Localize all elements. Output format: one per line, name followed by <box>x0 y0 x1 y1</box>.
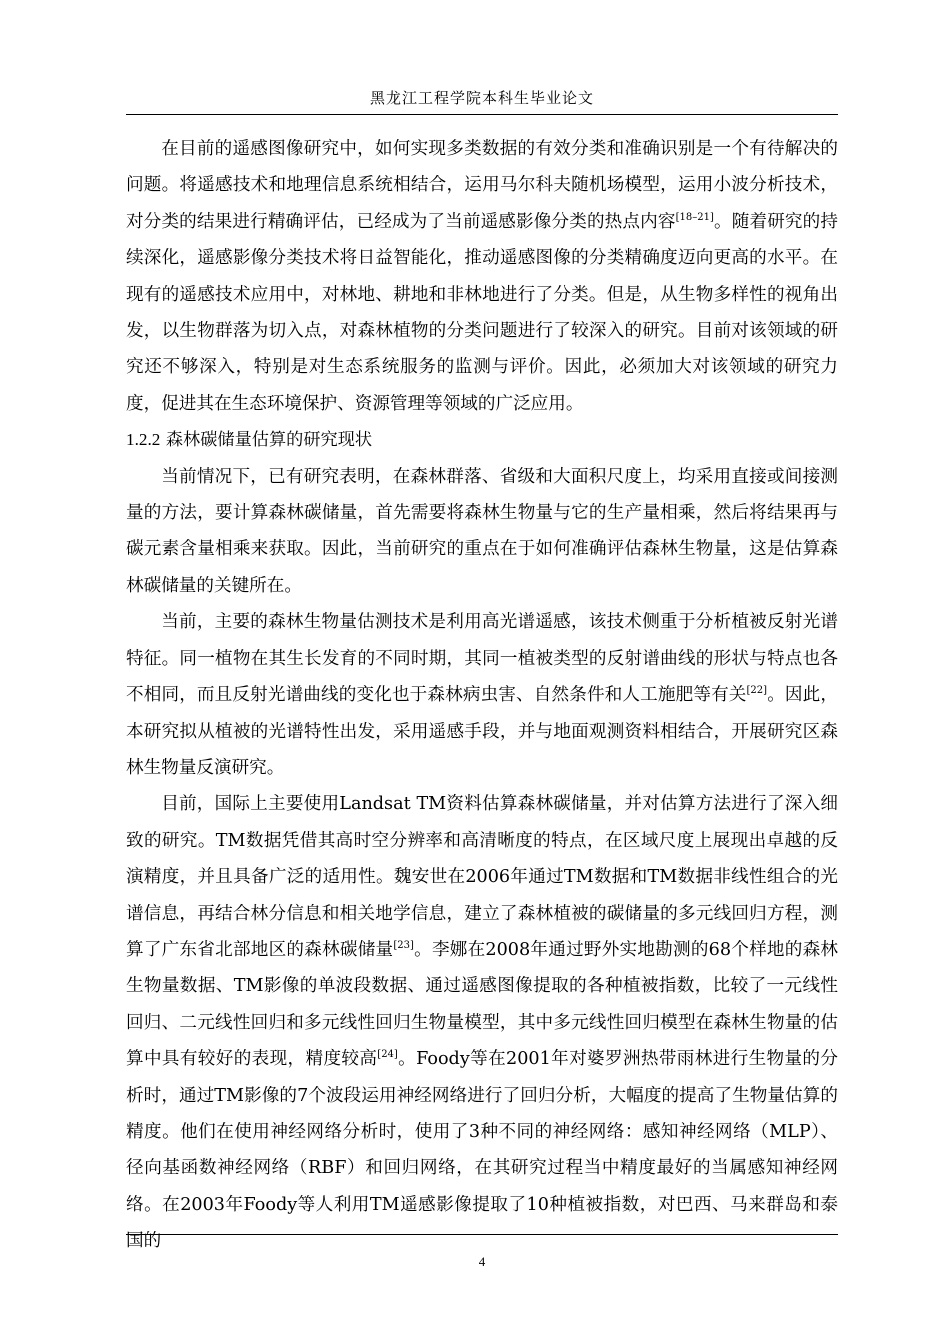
page-number: 4 <box>478 1254 486 1269</box>
section-heading <box>126 422 838 458</box>
paragraph-2-text: 当前情况下，已有研究表明，在森林群落、省级和大面积尺度上，均采用直接或间接测量的方法，要计算森林碳储量，首先需要将森林生物量与它的生产量相乘，然后将结果再与碳元素含量相乘来获取。因此，当前研究的重点在于如何准确评估森林生物量，这是估算森林碳储量的关键所在。 <box>126 466 838 596</box>
section-number: 1.2.2 <box>126 430 161 450</box>
paragraph-3 <box>126 604 838 786</box>
paragraph-1-tail: 。随着研究的持续深化，遥感影像分类技术将日益智能化，推动遥感图像的分类精确度迈向更高的水平。在现有的遥感技术应用中，对林地、耕地和非林地进行了分类。但是，从生物多样性的视角出发，以生物群落为切入点，对森林植物的分类问题进行了较深入的研究。目前对该领域的研究还不够深入，特别是对生态系统服务的监测与评价。因此，必须加大对该领域的研究力度，促进其在生态环境保护、资源管理等领域的广泛应用。 <box>126 211 838 414</box>
paragraph-1 <box>126 131 838 422</box>
citation-22: [22] <box>746 685 768 697</box>
paragraph-4-part-b: 。李娜在2008年通过野外实地勘测的68个样地的森林生物量数据、TM影像的单波段数据、通过遥感图像提取的各种植被指数，比较了一元线性回归、二元线性回归和多元线性回归生物量模型，其中多元线性回归模型在森林生物量的估算中具有较好的表现，精度较高 <box>126 939 838 1070</box>
paragraph-2 <box>126 459 838 605</box>
paragraph-4-part-c: 。Foody等在2001年对婆罗洲热带雨林进行生物量的分析时，通过TM影像的7个波段运用神经网络进行了回归分析，大幅度的提高了生物量估算的精度。他们在使用神经网络分析时，使用了3种不同的神经网络：感知神经网络（MLP）、径向基函数神经网络（RBF）和回归网络，在其研究过程当中精度最好的当属感知神经网络。在2003年Foody等人利用TM遥感影像提取了10种植被指数，对巴西、马来群岛和泰国的 <box>126 1049 838 1252</box>
citation-24: [24] <box>377 1049 398 1061</box>
citation-18-21: [18–21] <box>675 211 714 223</box>
paragraph-4 <box>126 786 838 1259</box>
citation-23: [23] <box>393 939 414 951</box>
running-header: 黑龙江工程学院本科生毕业论文 <box>369 89 594 107</box>
body-text <box>126 131 838 1260</box>
paragraph-3-tail: 。因此，本研究拟从植被的光谱特性出发，采用遥感手段，并与地面观测资料相结合，开展研究区森林生物量反演研究。 <box>126 685 838 778</box>
paragraph-3-text: 当前，主要的森林生物量估测技术是利用高光谱遥感，该技术侧重于分析植被反射光谱特征。同一植物在其生长发育的不同时期，其同一植被类型的反射谱曲线的形状与特点也各不相同，而且反射光谱曲线的变化也于森林病虫害、自然条件和人工施肥等有关 <box>126 612 838 706</box>
section-title: 森林碳储量估算的研究现状 <box>165 430 373 451</box>
paragraph-1-text: 在目前的遥感图像研究中，如何实现多类数据的有效分类和准确识别是一个有待解决的问题。将遥感技术和地理信息系统相结合，运用马尔科夫随机场模型，运用小波分析技术，对分类的结果进行精确评估，已经成为了当前遥感影像分类的热点内容 <box>126 139 838 232</box>
paragraph-4-part-a: 目前，国际上主要使用Landsat TM资料估算森林碳储量，并对估算方法进行了深入细致的研究。TM数据凭借其高时空分辨率和高清晰度的特点，在区域尺度上展现出卓越的反演精度，并且具备广泛的适用性。魏安世在2006年通过TM数据和TM数据非线性组合的光谱信息，再结合林分信息和相关地学信息，建立了森林植被的碳储量的多元线回归方程，测算了广东省北部地区的森林碳储量 <box>126 794 838 960</box>
header-divider <box>126 114 838 115</box>
footer-divider <box>126 1234 838 1235</box>
